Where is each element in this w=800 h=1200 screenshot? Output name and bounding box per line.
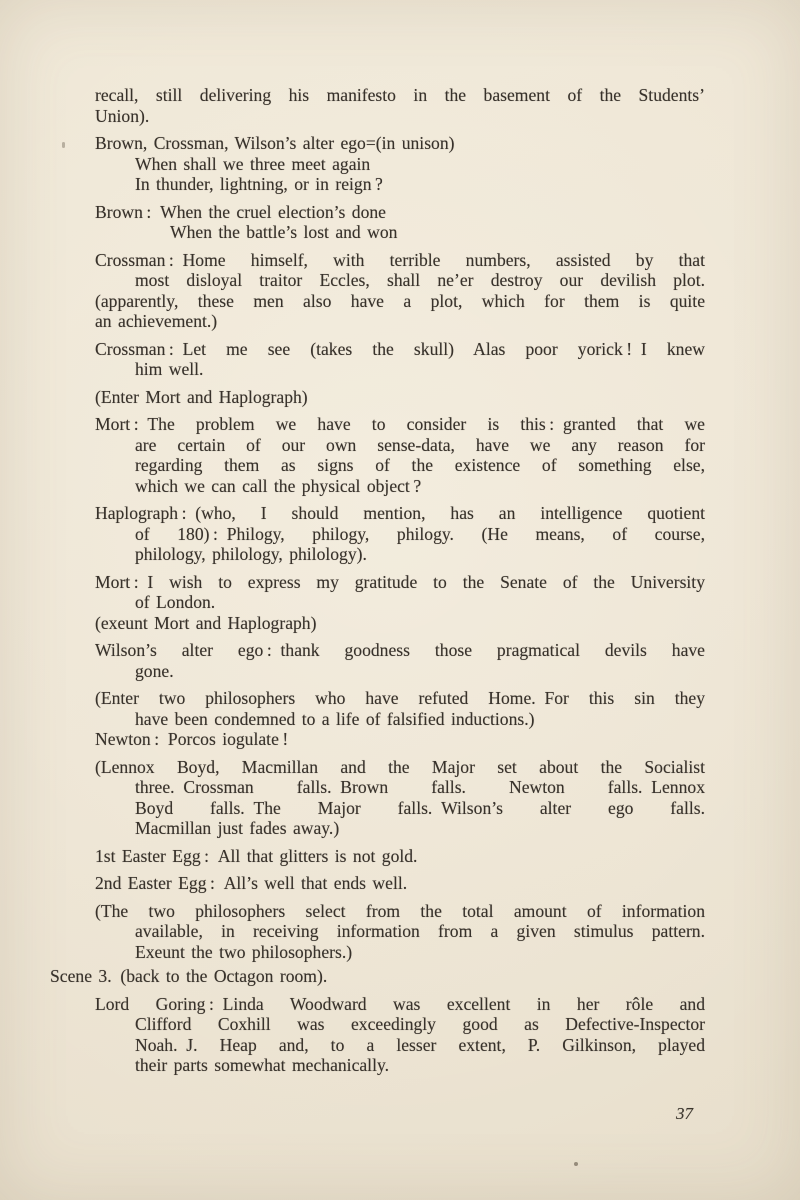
- text-line: their parts somewhat mechanically.: [135, 1055, 390, 1075]
- text-line: Mort : The problem we have to consider is this : granted that we: [95, 414, 705, 434]
- text-line: (Enter Mort and Haplograph): [95, 386, 308, 407]
- scan-artifact: [62, 142, 65, 148]
- text-line: philology, philology, philology).: [135, 544, 367, 564]
- paragraph: [95, 757, 705, 839]
- text-line: Union).: [95, 105, 150, 126]
- text-line: him well.: [135, 359, 204, 379]
- text-line: In thunder, lightning, or in reign ?: [135, 174, 383, 194]
- paragraph: [95, 85, 705, 126]
- text-line: (The two philosophers select from the total amount of information: [95, 900, 705, 921]
- paragraph: [95, 250, 705, 332]
- text-line: are certain of our own sense-data, have we any reason for: [135, 434, 705, 455]
- text-line: Haplograph : (who, I should mention, has an intelligence quotient: [95, 503, 705, 523]
- text-line: When the battle’s lost and won: [170, 222, 398, 242]
- text-line: Lord Goring : Linda Woodward was excellent in her rôle and: [95, 993, 705, 1014]
- paragraph: [95, 873, 705, 894]
- script-text-column: [50, 85, 705, 1076]
- text-line: Wilson’s alter ego : thank goodness those pragmatical devils have: [95, 640, 705, 660]
- text-line: Scene 3. (back to the Octagon room).: [50, 966, 328, 986]
- paragraph: [95, 414, 705, 496]
- paragraph: [50, 966, 705, 987]
- text-line: 2nd Easter Egg : All’s well that ends well.: [95, 873, 408, 893]
- text-line: (Lennox Boyd, Macmillan and the Major set about the Socialist: [95, 756, 705, 777]
- paragraph: [95, 640, 705, 681]
- text-line: recall, still delivering his manifesto in the basement of the Students’: [95, 85, 705, 105]
- paragraph: [95, 994, 705, 1076]
- text-line: Boyd falls. The Major falls. Wilson’s alter ego falls.: [135, 797, 705, 818]
- text-line: (apparently, these men also have a plot, which for them is quite: [95, 290, 705, 311]
- text-line: Crossman : Home himself, with terrible numbers, assisted by that: [95, 249, 705, 270]
- text-line: have been condemned to a life of falsified inductions.): [135, 708, 535, 729]
- text-line: regarding them as signs of the existence of something else,: [135, 455, 705, 475]
- text-line: Brown : When the cruel election’s done: [95, 201, 386, 222]
- text-line: an achievement.): [95, 311, 218, 331]
- text-line: Clifford Coxhill was exceedingly good as Defective-Inspector: [135, 1014, 705, 1034]
- text-line: (exeunt Mort and Haplograph): [95, 612, 317, 633]
- text-line: of London.: [135, 592, 216, 612]
- text-line: Macmillan just fades away.): [135, 818, 340, 838]
- paragraph: [95, 846, 705, 867]
- paragraph: [95, 133, 705, 195]
- text-line: three. Crossman falls. Brown falls. Newton falls. Lennox: [135, 777, 705, 797]
- page-number: 37: [676, 1104, 693, 1123]
- text-line: When shall we three meet again: [135, 153, 371, 174]
- paragraph: [95, 901, 705, 963]
- text-line: available, in receiving information from a given stimulus pattern.: [135, 921, 705, 941]
- paragraph: [95, 202, 705, 243]
- text-line: of 180) : Philogy, philogy, philogy. (He means, of course,: [135, 523, 705, 544]
- text-line: Mort : I wish to express my gratitude to the Senate of the University: [95, 571, 705, 592]
- paragraph: [95, 387, 705, 408]
- paragraph: [95, 572, 705, 634]
- paragraph: [95, 688, 705, 750]
- text-line: gone.: [135, 660, 174, 681]
- text-line: Newton : Porcos iogulate !: [95, 729, 289, 749]
- text-line: Noah. J. Heap and, to a lesser extent, P. Gilkinson, played: [135, 1034, 705, 1055]
- scan-artifact: [574, 1162, 578, 1166]
- text-line: which we can call the physical object ?: [135, 475, 422, 496]
- paragraph: [95, 503, 705, 565]
- text-line: (Enter two philosophers who have refuted Home. For this sin they: [95, 688, 705, 708]
- text-line: most disloyal traitor Eccles, shall ne’er destroy our devilish plot.: [135, 270, 705, 290]
- text-line: Crossman : Let me see (takes the skull) Alas poor yorick ! I knew: [95, 338, 705, 359]
- text-line: Brown, Crossman, Wilson’s alter ego=(in unison): [95, 133, 455, 153]
- paragraph: [95, 339, 705, 380]
- text-line: 1st Easter Egg : All that glitters is not gold.: [95, 845, 418, 866]
- text-line: Exeunt the two philosophers.): [135, 941, 353, 962]
